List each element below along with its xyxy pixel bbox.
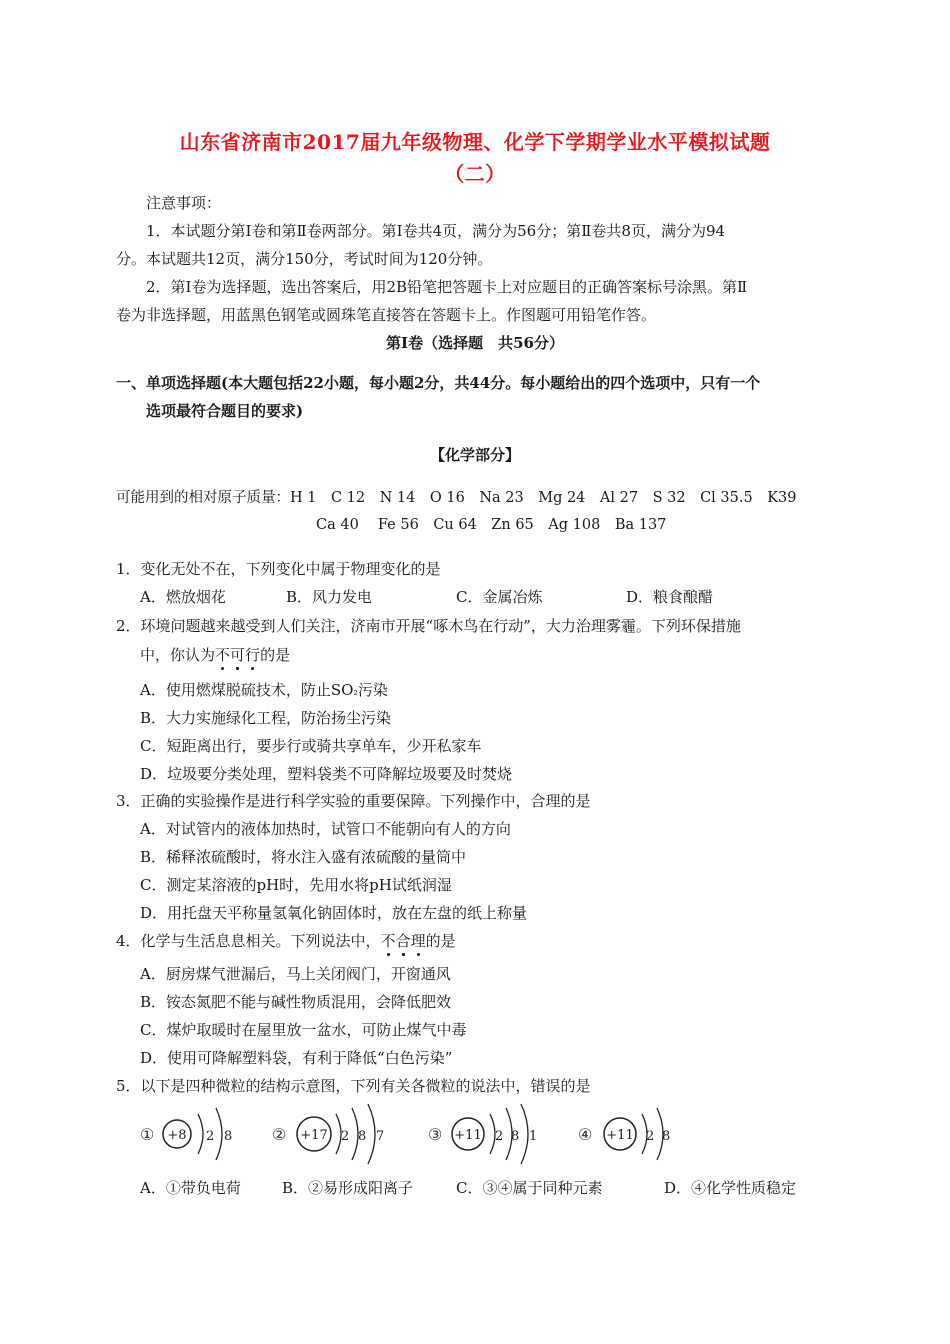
- q3-option-a: A．对试管内的液体加热时，试管口不能朝向有人的方向: [140, 820, 511, 838]
- q2-emphasis-text: [215, 645, 260, 665]
- q5-option-c: C．③④属于同种元素: [456, 1179, 603, 1197]
- emphasis-char: 不: [215, 646, 231, 664]
- particle-2: [272, 1104, 384, 1164]
- q4-option-a: A．厨房煤气泄漏后，马上关闭阀门，开窗通风: [140, 965, 451, 983]
- particle-4-shell-1: 2: [646, 1129, 655, 1144]
- q5-option-b: B．②易形成阳离子: [282, 1179, 414, 1197]
- particle-3: [428, 1104, 537, 1164]
- q2-option-a-text: A．使用燃煤脱硫技术，防止SO: [140, 681, 354, 699]
- chem-heading: 【化学部分】: [429, 446, 520, 464]
- atomic-masses-line1: 可能用到的相对原子质量：H 1 C 12 N 14 O 16 Na 23 Mg 24 Al 27 S 32 Cl 35.5 K39: [116, 490, 797, 506]
- particle-4-nucleus: +11: [606, 1128, 634, 1143]
- emphasis-char: 可: [230, 646, 246, 664]
- particle-2-nucleus: +17: [300, 1128, 328, 1143]
- q3-stem: 3．正确的实验操作是进行科学实验的重要保障。下列操作中，合理的是: [116, 792, 591, 810]
- q2-stem-line1: 2．环境问题越来越受到人们关注，济南市开展“啄木鸟在行动”，大力治理雾霾。下列环保措施: [116, 617, 741, 635]
- particle-1-shell-1: 2: [206, 1129, 215, 1144]
- particle-4-index: ④: [578, 1125, 593, 1144]
- particle-2-shell-1: 2: [341, 1129, 350, 1144]
- notice-item2-line2: 卷为非选择题，用蓝黑色钢笔或圆珠笔直接答在答题卡上。作图题可用铅笔作答。: [116, 306, 657, 324]
- emphasis-char: 行: [245, 646, 261, 664]
- particle-3-shell-1: 2: [495, 1129, 504, 1144]
- q4-stem-suffix: 的是: [425, 932, 456, 950]
- particle-4-shell-2: 8: [662, 1129, 671, 1144]
- q4-option-d: D．使用可降解塑料袋，有利于降低“白色污染”: [140, 1049, 453, 1067]
- particle-4: [578, 1108, 670, 1160]
- particle-1-nucleus: +8: [167, 1128, 187, 1143]
- particle-1: [140, 1108, 232, 1160]
- particle-1-shell-2: 8: [224, 1129, 233, 1144]
- page-subtitle: （二）: [444, 162, 506, 186]
- q5-option-a: A．①带负电荷: [140, 1179, 241, 1197]
- emphasis-char: 理: [410, 932, 426, 950]
- q3-option-d: D．用托盘天平称量氢氧化钠固体时，放在左盘的纸上称量: [140, 904, 528, 922]
- section1-line2: 选项最符合题目的要求): [146, 402, 304, 420]
- q4-stem: [116, 931, 456, 951]
- q2-option-c: C．短距离出行，要步行或骑共享单车，少开私家车: [140, 737, 482, 755]
- particle-3-shell-3: 1: [529, 1129, 538, 1144]
- q1-option-b: B．风力发电: [286, 588, 373, 606]
- particle-2-shell-2: 8: [358, 1129, 367, 1144]
- q3-option-c: C．测定某溶液的pH时，先用水将pH试纸润湿: [140, 876, 452, 894]
- notice-item2-line1: 2．第Ⅰ卷为选择题，选出答案后，用2B铅笔把答题卡上对应题目的正确答案标号涂黑。第Ⅱ: [146, 278, 748, 296]
- notice-item1-line1: 1．本试题分第Ⅰ卷和第Ⅱ卷两部分。第Ⅰ卷共4页，满分为56分；第Ⅱ卷共8页，满分为94: [146, 222, 726, 240]
- q2-stem-prefix: 中，你认为: [140, 646, 216, 664]
- particle-2-shell-3: 7: [376, 1129, 385, 1144]
- particle-3-shell-2: 8: [511, 1129, 520, 1144]
- particle-1-index: ①: [140, 1125, 155, 1144]
- q1-option-c: C．金属冶炼: [456, 588, 543, 606]
- particle-3-index: ③: [428, 1125, 443, 1144]
- q2-option-d: D．垃圾要分类处理，塑料袋类不可降解垃圾要及时焚烧: [140, 765, 513, 783]
- q3-option-b: B．稀释浓硫酸时，将水注入盛有浓硫酸的量筒中: [140, 848, 467, 866]
- q1-option-d: D．粮食酿醋: [626, 588, 714, 606]
- q2-stem-suffix: 的是: [260, 646, 291, 664]
- particle-2-index: ②: [272, 1125, 287, 1144]
- particle-diagrams: [0, 1102, 950, 1172]
- q4-emphasis: [381, 932, 426, 950]
- q2-emphasis: [215, 646, 260, 664]
- q2-stem-line2: [140, 645, 290, 665]
- page-title: 山东省济南市2017届九年级物理、化学下学期学业水平模拟试题: [179, 130, 771, 154]
- q2-option-b: B．大力实施绿化工程，防治扬尘污染: [140, 709, 392, 727]
- q2-option-a-subscript: ₂: [353, 685, 358, 698]
- q5-stem: 5．以下是四种微粒的结构示意图，下列有关各微粒的说法中，错误的是: [116, 1077, 591, 1095]
- q5-option-d: D．④化学性质稳定: [664, 1179, 797, 1197]
- section1-line1: 一、单项选择题(本大题包括22小题，每小题2分，共44分。每小题给出的四个选项中，只有一个: [116, 374, 761, 392]
- q2-option-a: [140, 680, 388, 702]
- q4-option-b: B．铵态氮肥不能与碱性物质混用，会降低肥效: [140, 993, 452, 1011]
- q4-emphasis-text: [381, 931, 426, 951]
- q2-option-a-tail: 污染: [357, 681, 388, 699]
- q1-stem: 1．变化无处不在，下列变化中属于物理变化的是: [116, 560, 441, 578]
- particle-3-nucleus: +11: [454, 1128, 482, 1143]
- q4-option-c: C．煤炉取暖时在屋里放一盆水，可防止煤气中毒: [140, 1021, 467, 1039]
- notice-heading: 注意事项：: [146, 194, 222, 212]
- volume-title: 第Ⅰ卷（选择题 共56分）: [386, 334, 564, 352]
- notice-item1-line2: 分。本试题共12页，满分150分，考试时间为120分钟。: [116, 250, 493, 268]
- q1-option-a: A．燃放烟花: [140, 588, 226, 606]
- emphasis-char: 不: [380, 932, 396, 950]
- emphasis-char: 合: [395, 932, 411, 950]
- atomic-masses-line2: Ca 40 Fe 56 Cu 64 Zn 65 Ag 108 Ba 137: [316, 517, 667, 533]
- q4-stem-prefix: 4．化学与生活息息相关。下列说法中，: [116, 932, 381, 950]
